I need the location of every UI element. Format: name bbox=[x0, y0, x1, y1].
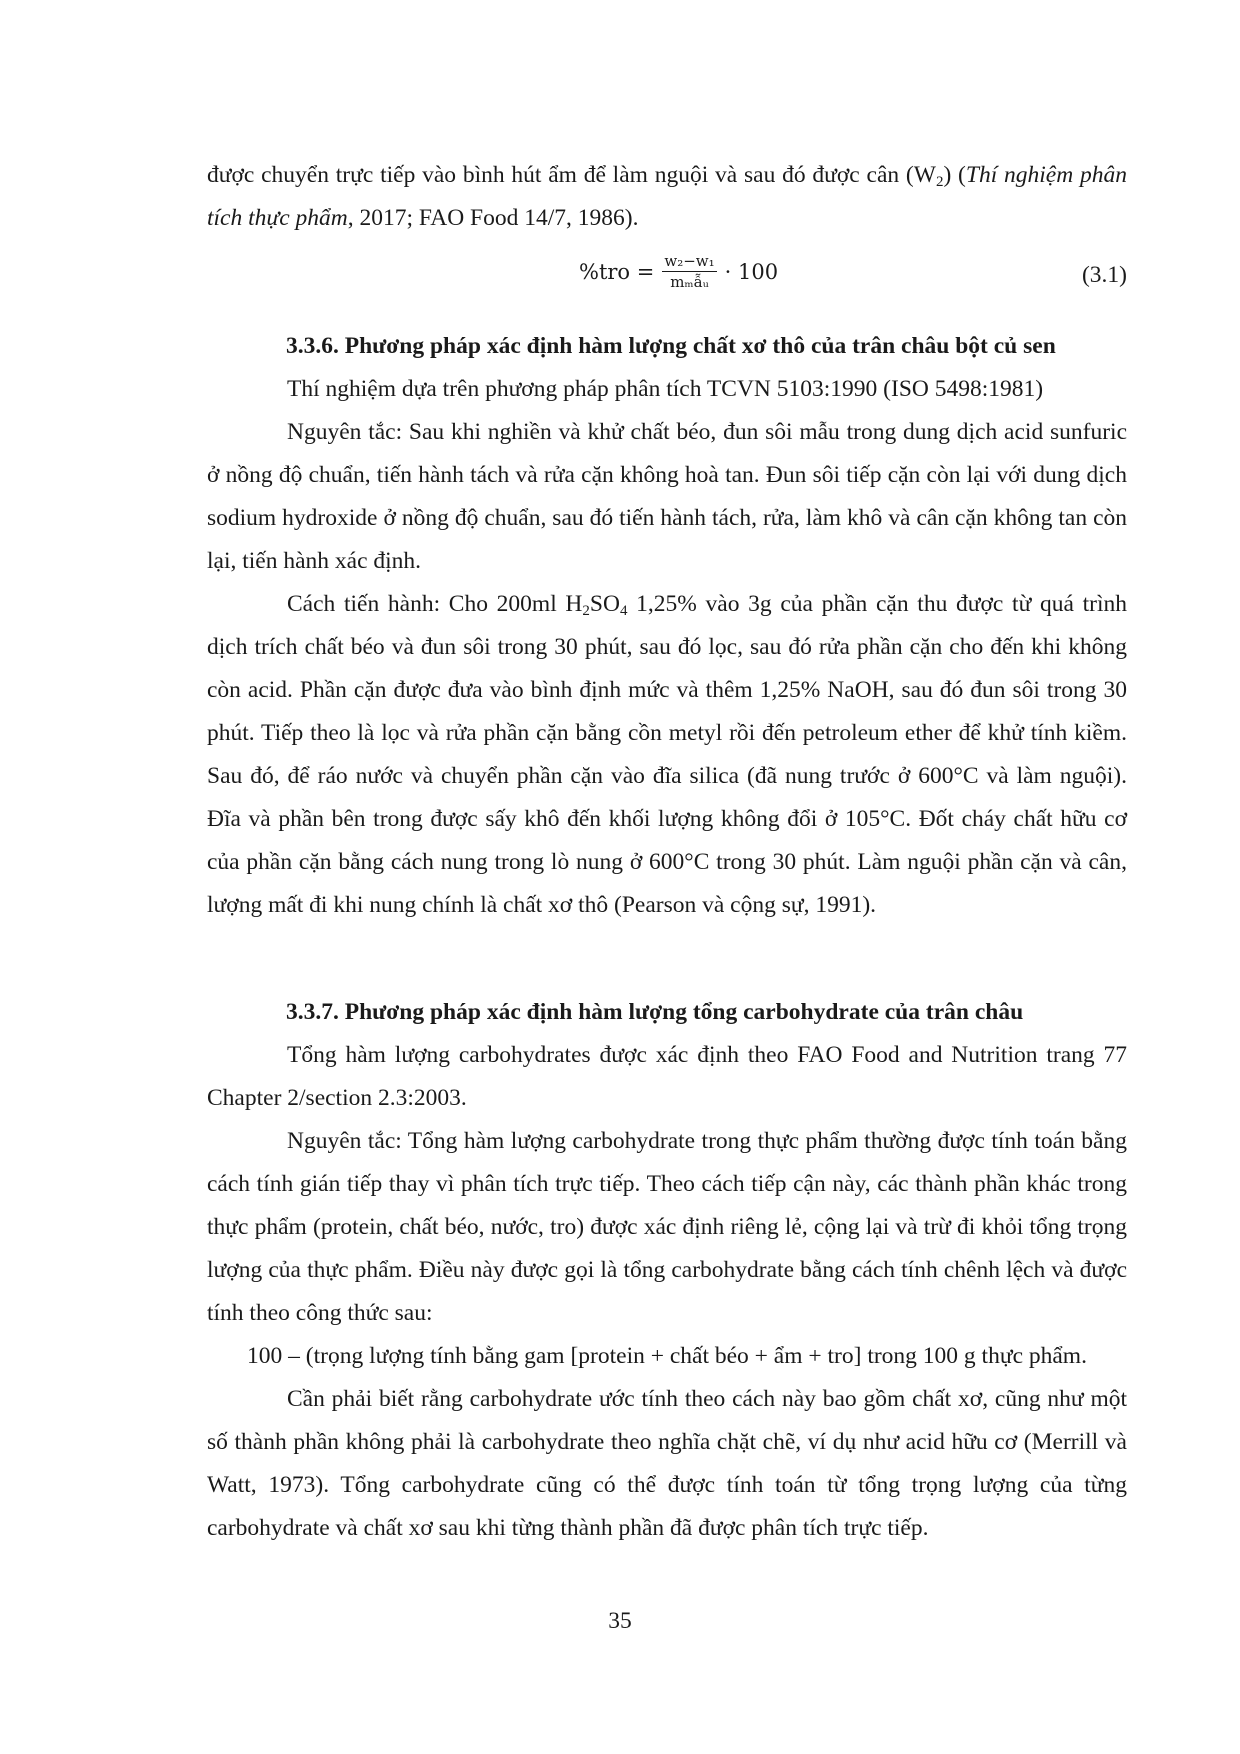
paragraph: Nguyên tắc: Sau khi nghiền và khử chất béo, đun sôi mẫu trong dung dịch acid sunfuric ở nồng độ chuẩn, tiến hành tách và rửa cặn không hoà tan. Đun sôi tiếp cặn còn lại với dung dịch sodium hydroxide ở nồng độ chuẩn, sau đó tiến hành tách, rửa, làm khô và cân cặn không tan còn lại, tiến hành xác định. bbox=[207, 419, 1127, 574]
paragraph: Tổng hàm lượng carbohydrates được xác định theo FAO Food and Nutrition trang 77 Chapter 2/section 2.3:2003. bbox=[207, 1042, 1127, 1111]
paragraph: Nguyên tắc: Tổng hàm lượng carbohydrate trong thực phẩm thường được tính toán bằng cách tính gián tiếp thay vì phân tích trực tiếp. Theo cách tiếp cận này, các thành phần khác trong thực phẩm (protein, chất béo, nước, tro) được xác định riêng lẻ, cộng lại và trừ đi khỏi tổng trọng lượng của thực phẩm. Điều này được gọi là tổng carbohydrate bằng cách tính chênh lệch và được tính theo công thức sau: bbox=[207, 1128, 1127, 1326]
subscript: 2 bbox=[935, 174, 944, 190]
para-text: , 2017; FAO Food 14/7, 1986). bbox=[347, 205, 639, 231]
formula-fraction bbox=[662, 252, 716, 291]
subscript: 4 bbox=[619, 603, 628, 619]
carbohydrate-formula: 100 – (trọng lượng tính bằng gam [protein + chất béo + ẩm + tro] trong 100 g thực phẩm. bbox=[247, 1343, 1087, 1369]
para-text: Cách tiến hành: Cho 200ml H bbox=[287, 591, 583, 617]
para-text: 1,25% vào 3g của phần cặn thu được từ quá trình dịch trích chất béo và đun sôi trong 30 phút, sau đó lọc, sau đó rửa phần cặn cho đến khi không còn acid. Phần cặn được đưa vào bình định mức và thêm 1,25% NaOH, sau đó đun sôi trong 30 phút. Tiếp theo là lọc và rửa phần cặn bằng cồn metyl rồi đến petroleum ether để khử tính kiềm. Sau đó, để ráo nước và chuyển phần cặn vào đĩa silica (đã nung trước ở 600°C và làm nguội). Đĩa và phần bên trong được sấy khô đến khối lượng không đổi ở 105°C. Đốt cháy chất hữu cơ của phần cặn bằng cách nung trong lò nung ở 600°C trong 30 phút. Làm nguội phần cặn và cân, lượng mất đi khi nung chính là chất xơ thô (Pearson và cộng sự, 1991). bbox=[207, 591, 1127, 918]
subscript: 2 bbox=[582, 603, 590, 619]
formula-lhs: %tro = bbox=[579, 259, 655, 284]
paragraph-continuation bbox=[207, 154, 1127, 240]
para-text: SO bbox=[589, 591, 620, 617]
section-heading: 3.3.6. Phương pháp xác định hàm lượng chất xơ thô của trân châu bột củ sen bbox=[286, 333, 1056, 359]
paragraph: Cần phải biết rằng carbohydrate ước tính theo cách này bao gồm chất xơ, cũng như một số thành phần không phải là carbohydrate theo nghĩa chặt chẽ, ví dụ như acid hữu cơ (Merrill và Watt, 1973). Tổng carbohydrate cũng có thể được tính toán từ tổng trọng lượng của từng carbohydrate và chất xơ sau khi từng thành phần đã được phân tích trực tiếp. bbox=[207, 1386, 1127, 1541]
formula-tail: · 100 bbox=[724, 259, 779, 284]
section-3-3-7 bbox=[207, 991, 1127, 1550]
formula-numerator: w₂−w₁ bbox=[664, 252, 715, 270]
paragraph bbox=[207, 583, 1127, 927]
section-3-3-6 bbox=[207, 325, 1127, 927]
section-heading: 3.3.7. Phương pháp xác định hàm lượng tổng carbohydrate của trân châu bbox=[286, 999, 1024, 1025]
paragraph: Thí nghiệm dựa trên phương pháp phân tích TCVN 5103:1990 (ISO 5498:1981) bbox=[287, 376, 1044, 402]
equation-number: (3.1) bbox=[1081, 262, 1127, 288]
para-text: được chuyển trực tiếp vào bình hút ẩm để làm nguội và sau đó được cân (W bbox=[207, 162, 936, 188]
formula-denominator: mₘẫᵤ bbox=[670, 273, 709, 291]
page-number: 35 bbox=[608, 1608, 632, 1634]
italic-citation: Thí nghiệm phân tích thực phẩm bbox=[207, 162, 1127, 231]
ash-formula bbox=[579, 252, 778, 291]
para-text: ) ( bbox=[943, 162, 966, 188]
